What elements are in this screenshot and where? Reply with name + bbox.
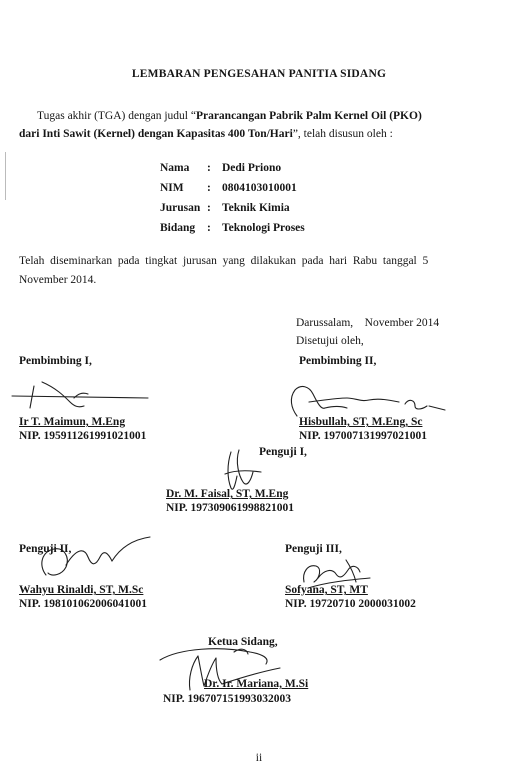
intro-line-1 xyxy=(37,110,422,122)
pembimbing-2-signature xyxy=(285,380,455,420)
intro-suffix: ”, telah disusun oleh : xyxy=(292,128,393,140)
penguji-1-name: Dr. M. Faisal, ST, M.Eng xyxy=(166,488,289,500)
penguji-2-signature xyxy=(36,535,156,585)
pembimbing-1-signature xyxy=(8,378,158,420)
identity-value: 0804103010001 xyxy=(222,182,297,194)
identity-value: Dedi Priono xyxy=(222,162,282,174)
identity-colon: : xyxy=(207,162,211,174)
page-title: LEMBARAN PENGESAHAN PANITIA SIDANG xyxy=(131,68,387,80)
thesis-title-part-1: Prarancangan Pabrik Palm Kernel Oil (PKO) xyxy=(195,110,422,122)
penguji-3-name: Sofyana, ST, MT xyxy=(285,584,368,596)
penguji-2-name: Wahyu Rinaldi, ST, M.Sc xyxy=(19,584,144,596)
pembimbing-2-name: Hisbullah, ST, M.Eng, Sc xyxy=(299,416,423,428)
identity-colon: : xyxy=(207,182,211,194)
identity-label: Jurusan xyxy=(160,202,201,214)
penguji-3-role: Penguji III, xyxy=(285,543,342,555)
scan-edge-mark xyxy=(5,152,6,200)
penguji-2-nip: NIP. 198101062006041001 xyxy=(19,598,147,610)
ketua-sidang-name: Dr. Ir. Mariana, M.Si xyxy=(204,678,309,690)
pembimbing-1-name: Ir T. Maimun, M.Eng xyxy=(19,416,126,428)
identity-colon: : xyxy=(207,202,211,214)
identity-label: NIM xyxy=(160,182,184,194)
identity-value: Teknik Kimia xyxy=(222,202,290,214)
pembimbing-1-role: Pembimbing I, xyxy=(19,355,92,367)
pembimbing-2-role: Pembimbing II, xyxy=(299,355,377,367)
identity-label: Nama xyxy=(160,162,190,174)
intro-prefix: Tugas akhir (TGA) dengan judul “ xyxy=(37,110,196,122)
identity-label: Bidang xyxy=(160,222,196,234)
page-number: ii xyxy=(255,752,263,764)
intro-line-2 xyxy=(19,128,393,140)
seminar-line-2: November 2014. xyxy=(19,274,97,286)
penguji-2-role: Penguji II, xyxy=(19,543,72,555)
ketua-sidang-nip: NIP. 196707151993032003 xyxy=(163,693,291,705)
thesis-title-part-2: dari Inti Sawit (Kernel) dengan Kapasitas 400 Ton/Hari xyxy=(19,128,293,140)
place-date: Darussalam, November 2014 xyxy=(296,317,440,329)
penguji-1-nip: NIP. 197309061998821001 xyxy=(166,502,294,514)
ketua-sidang-role: Ketua Sidang, xyxy=(208,636,278,648)
identity-colon: : xyxy=(207,222,211,234)
identity-value: Teknologi Proses xyxy=(222,222,305,234)
seminar-line-1: Telah diseminarkan pada tingkat jurusan yang dilakukan pada hari Rabu tanggal 5 xyxy=(19,255,429,267)
penguji-1-role: Penguji I, xyxy=(259,446,307,458)
approval-text: Disetujui oleh, xyxy=(296,335,364,347)
pembimbing-2-nip: NIP. 197007131997021001 xyxy=(299,430,427,442)
pembimbing-1-nip: NIP. 195911261991021001 xyxy=(19,430,147,442)
penguji-3-nip: NIP. 19720710 2000031002 xyxy=(285,598,416,610)
